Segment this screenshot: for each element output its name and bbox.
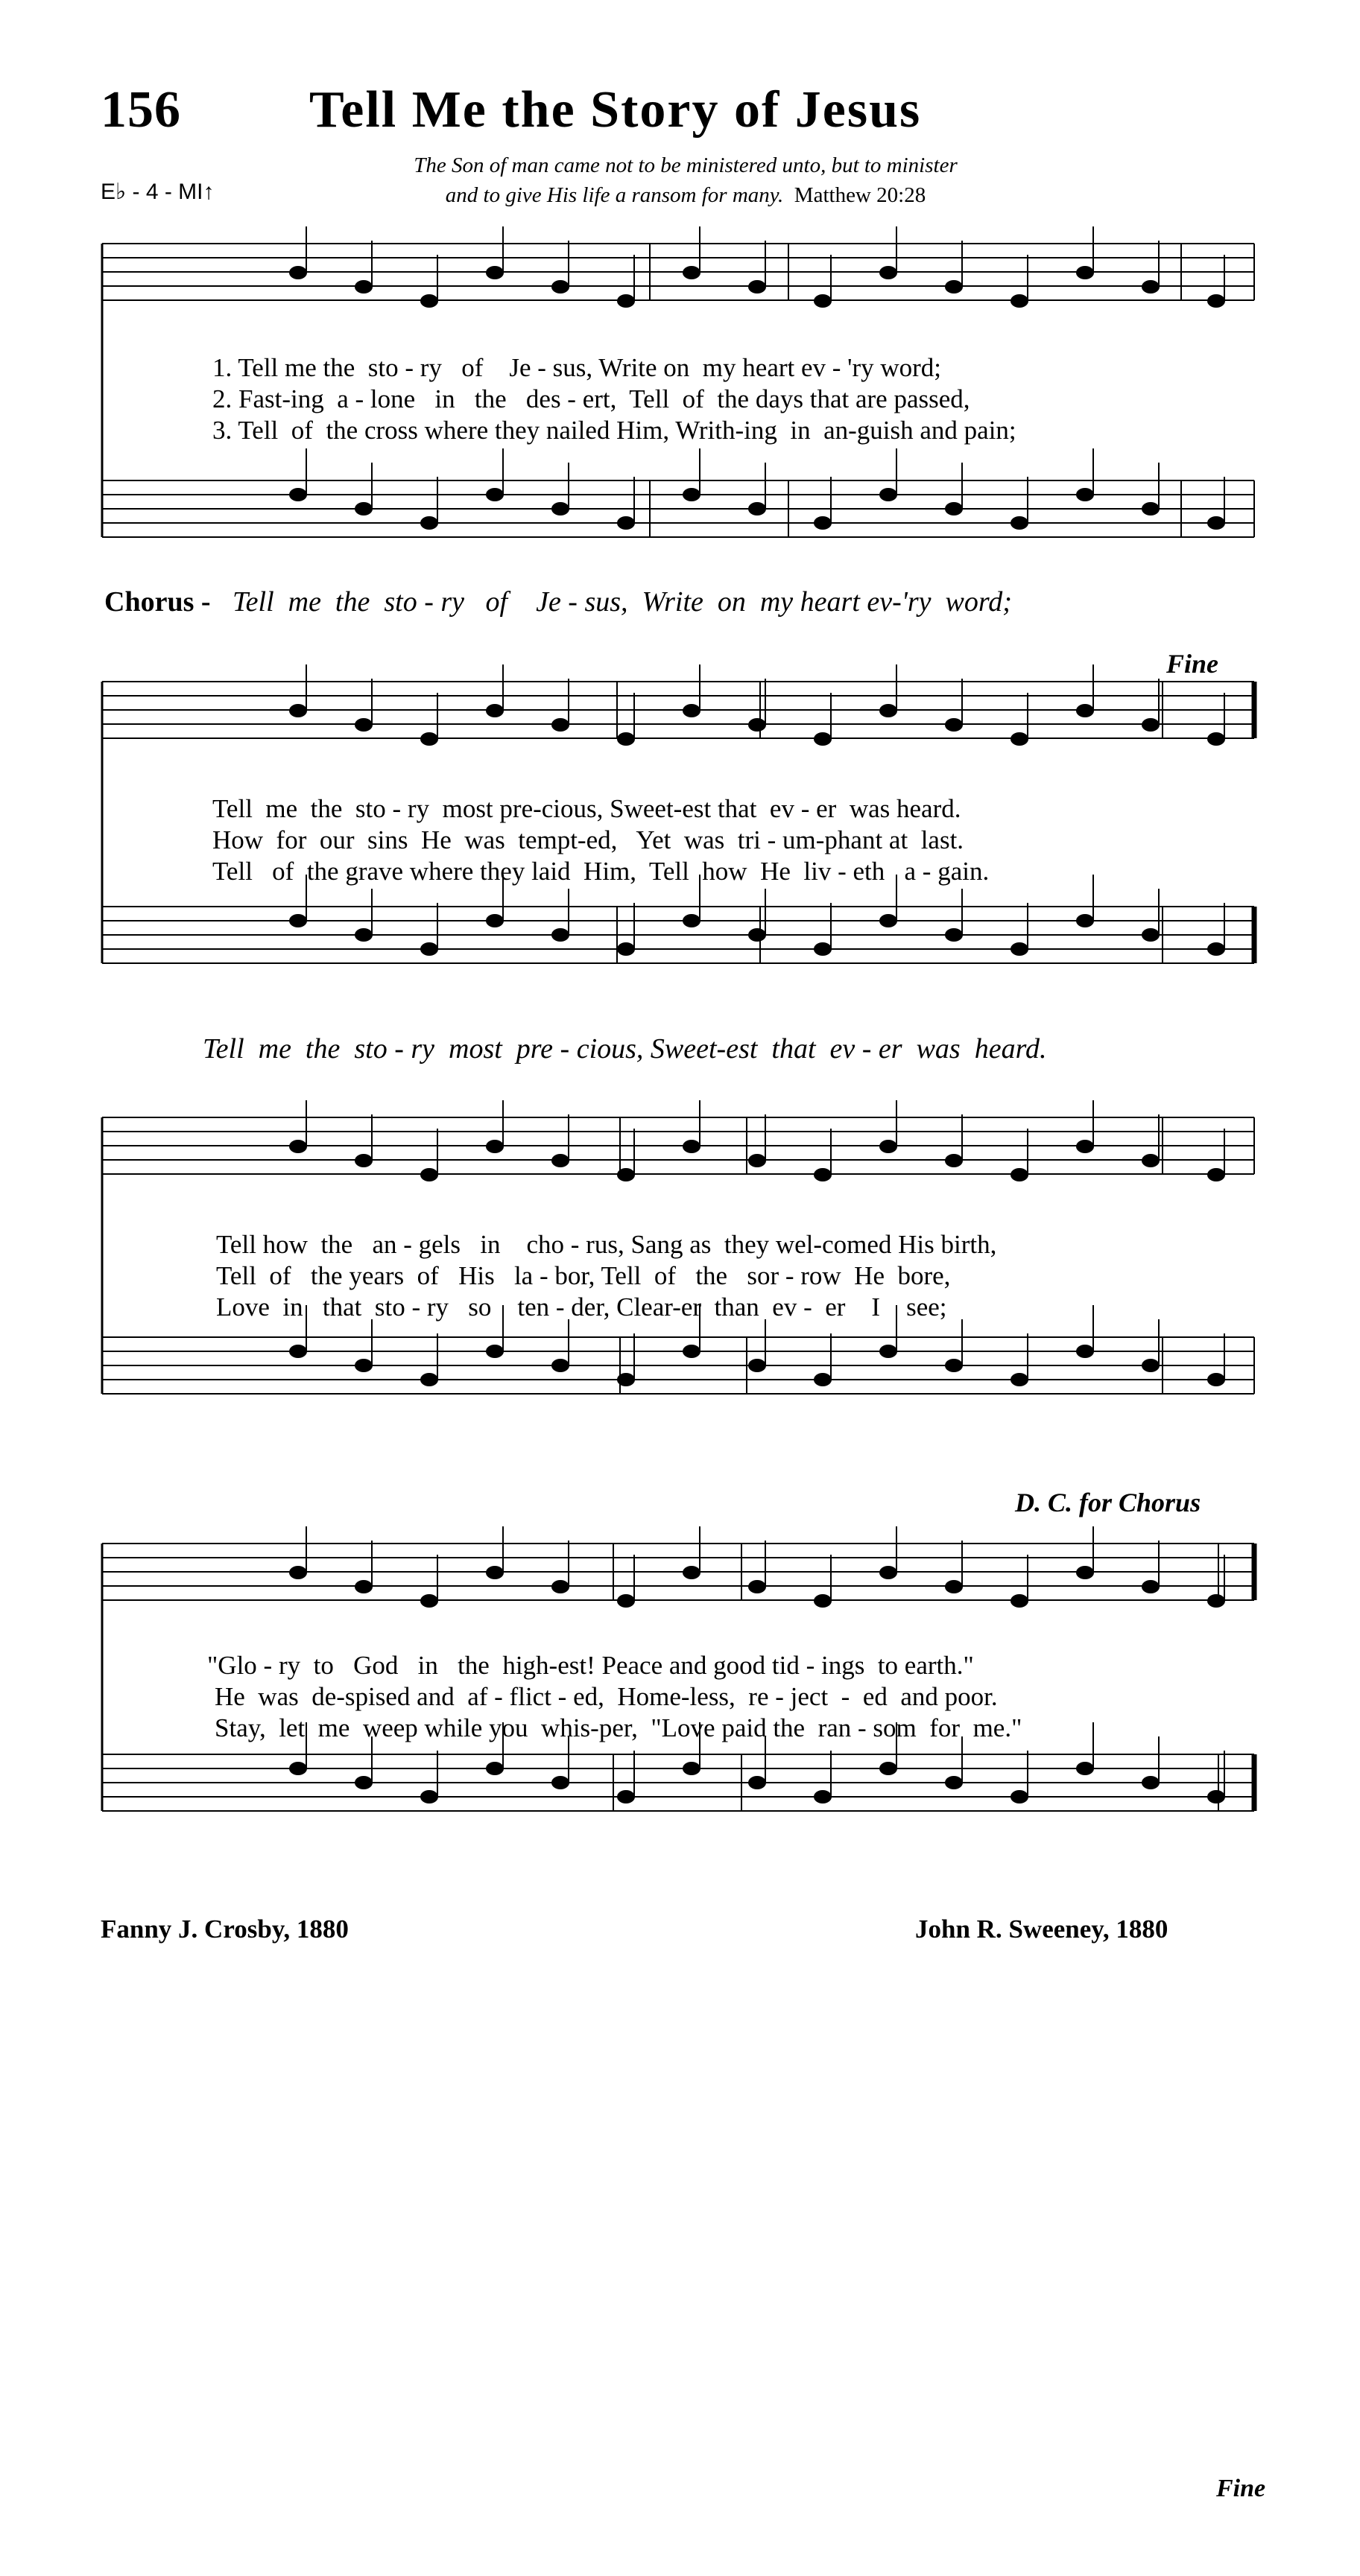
- system3-verse2: Tell of the years of His la - bor, Tell of the sor - row He bore,: [216, 1261, 951, 1290]
- system3-verse3: Love in that sto - ry so ten - der, Clear-er than ev - er I see;: [216, 1292, 947, 1322]
- note-head: [1076, 704, 1094, 717]
- key-signature-label: E♭ - 4 - MI↑: [101, 180, 215, 204]
- note-head: [486, 1762, 504, 1775]
- note-head: [748, 928, 766, 942]
- note-head: [1207, 1168, 1225, 1181]
- note-head: [683, 1345, 700, 1358]
- scripture-reference: Matthew 20:28: [794, 183, 926, 207]
- note-head: [1010, 942, 1028, 956]
- note-head: [617, 516, 635, 530]
- note-head: [879, 704, 897, 717]
- note-head: [945, 928, 963, 942]
- note-head: [683, 1762, 700, 1775]
- note-head: [617, 942, 635, 956]
- note-head: [1207, 732, 1225, 746]
- note-head: [1142, 1154, 1160, 1167]
- note-head: [945, 1580, 963, 1593]
- note-head: [486, 1345, 504, 1358]
- note-head: [879, 1140, 897, 1153]
- note-head: [289, 914, 307, 927]
- note-head: [879, 1762, 897, 1775]
- note-head: [617, 294, 635, 308]
- note-head: [551, 928, 569, 942]
- note-head: [617, 732, 635, 746]
- note-head: [1142, 280, 1160, 294]
- note-head: [814, 732, 832, 746]
- note-head: [1207, 1373, 1225, 1386]
- note-head: [1142, 1776, 1160, 1789]
- note-head: [355, 280, 373, 294]
- note-head: [748, 280, 766, 294]
- note-head: [1142, 502, 1160, 515]
- note-head: [814, 294, 832, 308]
- note-head: [945, 280, 963, 294]
- note-head: [355, 928, 373, 942]
- note-head: [551, 718, 569, 732]
- note-head: [683, 704, 700, 717]
- note-head: [879, 266, 897, 279]
- note-head: [945, 718, 963, 732]
- note-head: [486, 1566, 504, 1579]
- note-head: [945, 1359, 963, 1372]
- note-head: [551, 280, 569, 294]
- note-head: [1076, 1140, 1094, 1153]
- note-head: [1076, 1566, 1094, 1579]
- music-credit: John R. Sweeney, 1880: [915, 1914, 1168, 1944]
- note-head: [486, 704, 504, 717]
- note-head: [1010, 294, 1028, 308]
- note-head: [420, 516, 438, 530]
- note-head: [289, 1566, 307, 1579]
- note-head: [1142, 1580, 1160, 1593]
- note-head: [814, 516, 832, 530]
- note-head: [814, 1168, 832, 1181]
- note-head: [945, 502, 963, 515]
- system1-chorus-text: Tell me the sto - ry of Je - sus, Write on my heart ev-'ry word;: [233, 586, 1012, 618]
- footer-fine: Fine: [1216, 2475, 1266, 2502]
- note-head: [1142, 718, 1160, 732]
- note-head: [683, 488, 700, 501]
- note-head: [486, 488, 504, 501]
- note-head: [1010, 1373, 1028, 1386]
- note-head: [355, 1580, 373, 1593]
- hymn-number: 156: [101, 81, 181, 139]
- dc-for-chorus-direction: D. C. for Chorus: [1015, 1488, 1201, 1517]
- note-head: [355, 502, 373, 515]
- system1-verse1: 1. Tell me the sto - ry of Je - sus, Write on my heart ev - 'ry word;: [212, 353, 942, 382]
- fine-direction: Fine: [1166, 649, 1219, 679]
- note-head: [289, 1762, 307, 1775]
- note-head: [814, 1373, 832, 1386]
- note-head: [748, 1154, 766, 1167]
- system2-chorus-text: Tell me the sto - ry most pre - cious, Sweet-est that ev - er was heard.: [203, 1033, 1047, 1065]
- note-head: [1207, 1790, 1225, 1803]
- note-head: [814, 1594, 832, 1608]
- note-head: [486, 914, 504, 927]
- note-head: [420, 1790, 438, 1803]
- note-head: [355, 1359, 373, 1372]
- note-head: [617, 1790, 635, 1803]
- note-head: [945, 1154, 963, 1167]
- note-head: [945, 1776, 963, 1789]
- note-head: [289, 1140, 307, 1153]
- note-head: [814, 1790, 832, 1803]
- note-head: [1207, 516, 1225, 530]
- system4-verse2: He was de-spised and af - flict - ed, Home-less, re - ject - ed and poor.: [215, 1682, 998, 1711]
- note-head: [355, 718, 373, 732]
- note-head: [879, 1345, 897, 1358]
- note-head: [1142, 1359, 1160, 1372]
- scripture-line-1: The Son of man came not to be ministered unto, but to minister: [414, 153, 958, 177]
- note-head: [683, 914, 700, 927]
- note-head: [1207, 294, 1225, 308]
- note-head: [748, 1776, 766, 1789]
- note-head: [355, 1154, 373, 1167]
- words-credit: Fanny J. Crosby, 1880: [101, 1914, 349, 1944]
- note-head: [617, 1594, 635, 1608]
- system4-verse3: Stay, let me weep while you whis-per, "Love paid the ran - som for me.": [215, 1713, 1022, 1742]
- system1-verse3: 3. Tell of the cross where they nailed Him, Writh-ing in an-guish and pain;: [212, 416, 1016, 445]
- note-head: [1207, 942, 1225, 956]
- note-head: [289, 488, 307, 501]
- note-head: [551, 1154, 569, 1167]
- system2-verse2: How for our sins He was tempt-ed, Yet was tri - um-phant at last.: [212, 825, 964, 854]
- note-head: [1076, 488, 1094, 501]
- note-head: [289, 266, 307, 279]
- note-head: [1010, 1594, 1028, 1608]
- note-head: [1010, 1168, 1028, 1181]
- hymn-title: Tell Me the Story of Jesus: [309, 81, 922, 139]
- note-head: [420, 1594, 438, 1608]
- note-head: [879, 914, 897, 927]
- system1-verse2: 2. Fast-ing a - lone in the des - ert, Tell of the days that are passed,: [212, 384, 970, 413]
- note-head: [683, 266, 700, 279]
- note-head: [420, 294, 438, 308]
- note-head: [1076, 1762, 1094, 1775]
- note-head: [551, 1359, 569, 1372]
- note-head: [748, 1359, 766, 1372]
- system3-verse1: Tell how the an - gels in cho - rus, Sang as they wel-comed His birth,: [216, 1230, 997, 1259]
- note-head: [551, 1776, 569, 1789]
- note-head: [1076, 266, 1094, 279]
- note-head: [1076, 1345, 1094, 1358]
- note-head: [420, 1373, 438, 1386]
- note-head: [1142, 928, 1160, 942]
- note-head: [486, 1140, 504, 1153]
- note-head: [420, 942, 438, 956]
- note-head: [1010, 732, 1028, 746]
- system2-verse3: Tell of the grave where they laid Him, Tell how He liv - eth a - gain.: [212, 857, 990, 886]
- system4-verse1: "Glo - ry to God in the high-est! Peace and good tid - ings to earth.": [207, 1651, 974, 1680]
- note-head: [879, 488, 897, 501]
- note-head: [1010, 1790, 1028, 1803]
- note-head: [683, 1140, 700, 1153]
- note-head: [1010, 516, 1028, 530]
- note-head: [1076, 914, 1094, 927]
- scripture-line-2: and to give His life a ransom for many.: [445, 183, 784, 207]
- note-head: [551, 1580, 569, 1593]
- note-head: [1207, 1594, 1225, 1608]
- note-head: [355, 1776, 373, 1789]
- note-head: [420, 732, 438, 746]
- note-head: [289, 704, 307, 717]
- note-head: [683, 1566, 700, 1579]
- note-head: [748, 502, 766, 515]
- note-head: [289, 1345, 307, 1358]
- note-head: [814, 942, 832, 956]
- note-head: [486, 266, 504, 279]
- note-head: [748, 1580, 766, 1593]
- note-head: [879, 1566, 897, 1579]
- note-head: [420, 1168, 438, 1181]
- chorus-label: Chorus -: [104, 586, 211, 618]
- note-head: [551, 502, 569, 515]
- system2-verse1: Tell me the sto - ry most pre-cious, Sweet-est that ev - er was heard.: [212, 794, 961, 823]
- note-head: [748, 718, 766, 732]
